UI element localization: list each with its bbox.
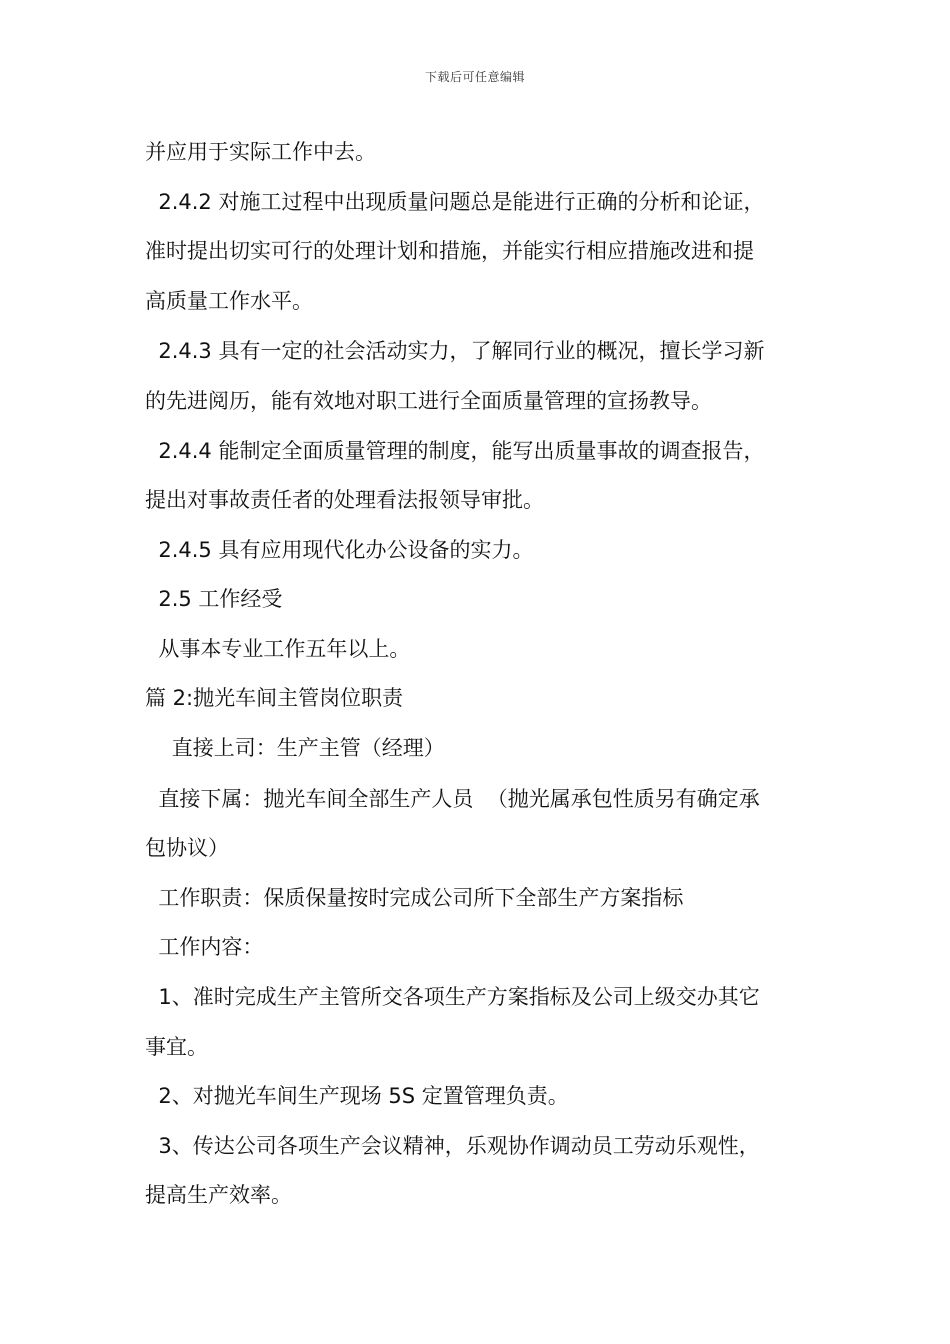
text-line: 2、对抛光车间生产现场 5S 定置管理负责。 [145,1084,569,1108]
page-header-note: 下载后可任意编辑 [424,70,525,84]
text-line: 2.4.4 能制定全面质量管理的制度，能写出质量事故的调查报告， [145,439,765,463]
text-line: 2.4.3 具有一定的社会活动实力，了解同行业的概况，擅长学习新 [145,339,765,363]
text-line: 工作职责：保质保量按时完成公司所下全部生产方案指标 [145,886,684,910]
text-line: 事宜。 [145,1035,208,1059]
article-heading: 篇 2:抛光车间主管岗位职责 [145,686,404,710]
text-line: 高质量工作水平。 [145,289,313,313]
text-line: 并应用于实际工作中去。 [145,140,376,164]
text-line: 提出对事故责任者的处理看法报领导审批。 [145,488,544,512]
section-heading: 2.5 工作经受 [145,587,283,611]
text-line: 3、传达公司各项生产会议精神，乐观协作调动员工劳动乐观性， [145,1134,760,1158]
text-line: 1、准时完成生产主管所交各项生产方案指标及公司上级交办其它 [145,985,760,1009]
text-line: 提高生产效率。 [145,1183,292,1207]
text-line: 准时提出切实可行的处理计划和措施，并能实行相应措施改进和提 [145,239,754,263]
text-line: 直接上司：生产主管（经理） [145,736,445,760]
text-line: 工作内容： [145,935,264,959]
text-line: 2.4.5 具有应用现代化办公设备的实力。 [145,538,534,562]
text-line: 2.4.2 对施工过程中出现质量问题总是能进行正确的分析和论证， [145,190,765,214]
text-line: 包协议） [145,836,229,860]
text-line: 从事本专业工作五年以上。 [145,637,411,661]
text-line: 直接下属：抛光车间全部生产人员 （抛光属承包性质另有确定承 [145,787,760,811]
text-line: 的先进阅历，能有效地对职工进行全面质量管理的宣扬教导。 [145,389,712,413]
